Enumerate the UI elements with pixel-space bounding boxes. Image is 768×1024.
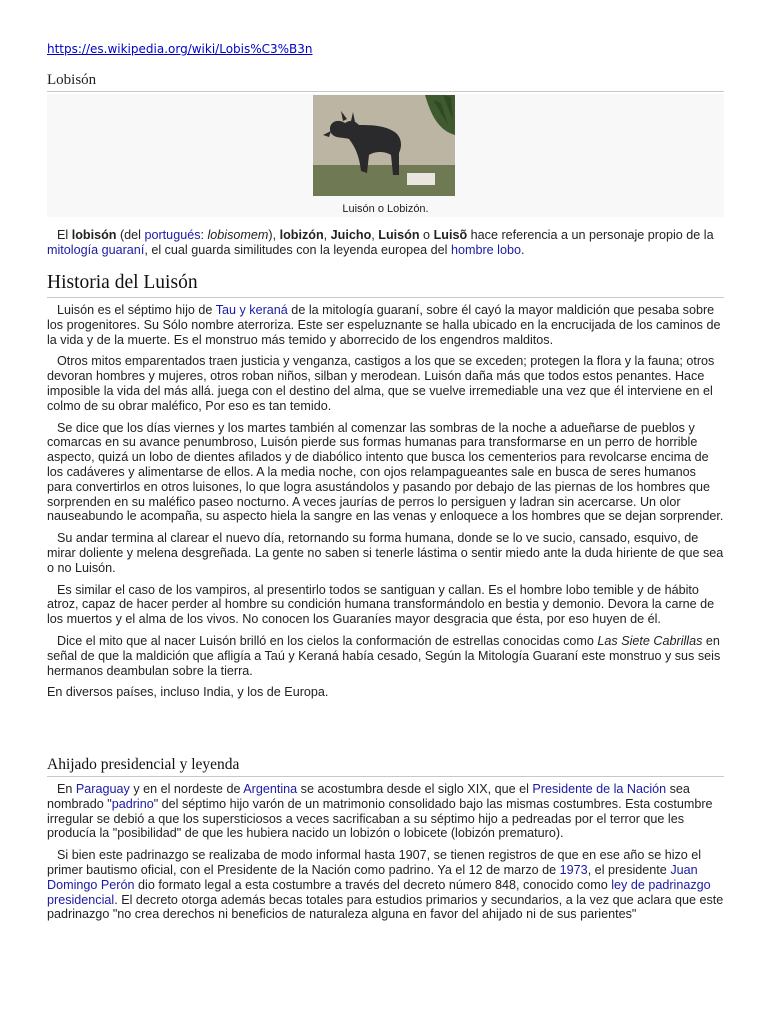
paragraph: Su andar termina al clarear el nuevo día, retornando su forma humana, donde se lo ve sucio, cansado, esquivo, de mirar doliente y melena desgreñada. La gente no saben si tenerle lástima o sentir miedo ante la duda hiriente de que sea o no Luisón.: [47, 531, 724, 575]
link-paraguay[interactable]: Paraguay: [75, 782, 130, 796]
luison-photo: [313, 95, 455, 196]
article-title: Lobisón: [47, 72, 724, 92]
section-historia-body: [47, 303, 724, 700]
section-heading-ahijado: Ahijado presidencial y leyenda: [47, 756, 724, 777]
link-tau-y-kerana[interactable]: Tau y keraná: [215, 303, 288, 317]
link-portugues[interactable]: portugués: [144, 228, 201, 242]
luison-image: [313, 95, 455, 196]
paragraph: Dice el mito que al nacer Luisón brilló en los cielos la conformación de estrellas conocidas como Las Siete Cabrillas en señal de que la maldición que afligía a Taú y Keraná había cesado, Según la Mitología Guaraní este monstruo y sus seis hermanos deambulan sobre la tierra.: [47, 633, 721, 678]
section-heading-historia: Historia del Luisón: [47, 272, 724, 298]
link-mitologia-guarani[interactable]: mitología guaraní: [47, 242, 145, 257]
paragraph: Es similar el caso de los vampiros, al presentirlo todos se santiguan y callan. Es el hombre lobo temible y de hábito atroz, capaz de hacer perder al hombre su condición humana transformándolo en bestia y demonio. Devora la carne de los muertos y el alma de los vivos. No conocen los Guaraníes mayor desgracia que ésta, por eso huyen de él.: [47, 582, 715, 627]
link-presidente-de-la-nacion[interactable]: Presidente de la Nación: [532, 782, 667, 796]
figure-caption: Luisón o Lobizón.: [342, 203, 429, 215]
section-ahijado-body: [47, 782, 724, 922]
intro-paragraph: El lobisón (del portugués: lobisomem), lobizón, Juicho, Luisón o Luisõ hace referencia a un personaje propio de la mitología guaraní, el cual guarda similitudes con la leyenda europea del hombre lobo.: [47, 228, 714, 257]
link-juan-domingo-peron[interactable]: Juan Domingo Perón: [47, 862, 698, 892]
source-url-link[interactable]: https://es.wikipedia.org/wiki/Lobis%C3%B3n: [47, 42, 313, 56]
link-hombre-lobo[interactable]: hombre lobo: [450, 242, 521, 257]
paragraph: Si bien este padrinazgo se realizaba de modo informal hasta 1907, se tienen registros de que en ese año se hizo el primer bautismo oficial, con el Presidente de la Nación como padrino. Ya el 12 de marzo de 1973, el presidente Juan Domingo Perón dio formato legal a esta costumbre a través del decreto número 848, conocido como ley de padrinazgo presidencial. El decreto otorga además becas totales para estudios primarios y secundarios, a la vez que aclara que este padrinazgo "no crea derechos ni beneficios de naturaleza alguna en favor del ahijado ni de sus parientes": [47, 848, 724, 922]
link-ley-de-padrinazgo[interactable]: ley de padrinazgo presidencial: [47, 877, 711, 907]
paragraph: En Paraguay y en el nordeste de Argentina se acostumbra desde el siglo XIX, que el Presidente de la Nación sea nombrado "padrino" del séptimo hijo varón de un matrimonio consolidado bajo las mismas costumbres. Esta costumbre irregular se debió a que los supersticiosos a veces sacrificaban a su séptimo hijo a pedreadas por el terror que les producía la "posibilidad" de que les hubiera nacido un lobizón o lobicete (lobizón prematuro).: [47, 782, 713, 841]
paragraph: En diversos países, incluso India, y los de Europa.: [47, 685, 329, 700]
term-vampiros[interactable]: vampiros: [195, 582, 247, 597]
paragraph: Se dice que los días viernes y los martes también al comenzar las sombras de la noche a adueñarse de pueblos y comarcas en su avance penumbroso, Luisón pierde sus formas humanas para transformarse en un perro de horrible aspecto, quizá un lobo de dientes afilados y de diabólico intento que busca los cementerios para revolcarse encima de los cadáveres y alimentarse de ellos. A la media noche, con ojos relampagueantes sale en busca de seres humanos para convertirlos en otros luisones, lo que logra asustándolos y pasando por debajo de las piernas de los hombres que sorprenden en su maléfico paseo nocturno. A veces jaurías de perros lo persiguen y ladran sin acercarse. Un olor nauseabundo le acompaña, su aspecto hiela la sangre en las venas y enloquece a los hombres que se dejan sorprender.: [47, 420, 724, 524]
link-1973[interactable]: 1973: [559, 862, 588, 877]
link-argentina[interactable]: Argentina: [243, 782, 298, 796]
link-padrino[interactable]: padrino: [111, 796, 154, 811]
paragraph: Otros mitos emparentados traen justicia y venganza, castigos a los que se exceden; protegen la flora y la fauna; otros devoran hombres y mujeres, otros roban niños, silban y merodean. Luisón daña más que todos estos penantes. Hace imposible la vida del más allá. juega con el destino del alma, que se vuelve irremediable una vez que él interviene en el colmo de su obrar maléfico, Por eso es tan temido.: [47, 354, 715, 413]
infobox-figure: [47, 94, 724, 217]
term-lobison: lobisón: [71, 228, 117, 242]
paragraph: Luisón es el séptimo hijo de Tau y keraná de la mitología guaraní, sobre él cayó la mayor maldición que pesaba sobre los progenitores. Su Sólo nombre aterroriza. Este ser espeluznante se halla ubicado en la encrucijada de los caminos de la vida y de la muerte. Es el monstruo más temido y aborrecido de los engendros malditos.: [47, 303, 721, 347]
